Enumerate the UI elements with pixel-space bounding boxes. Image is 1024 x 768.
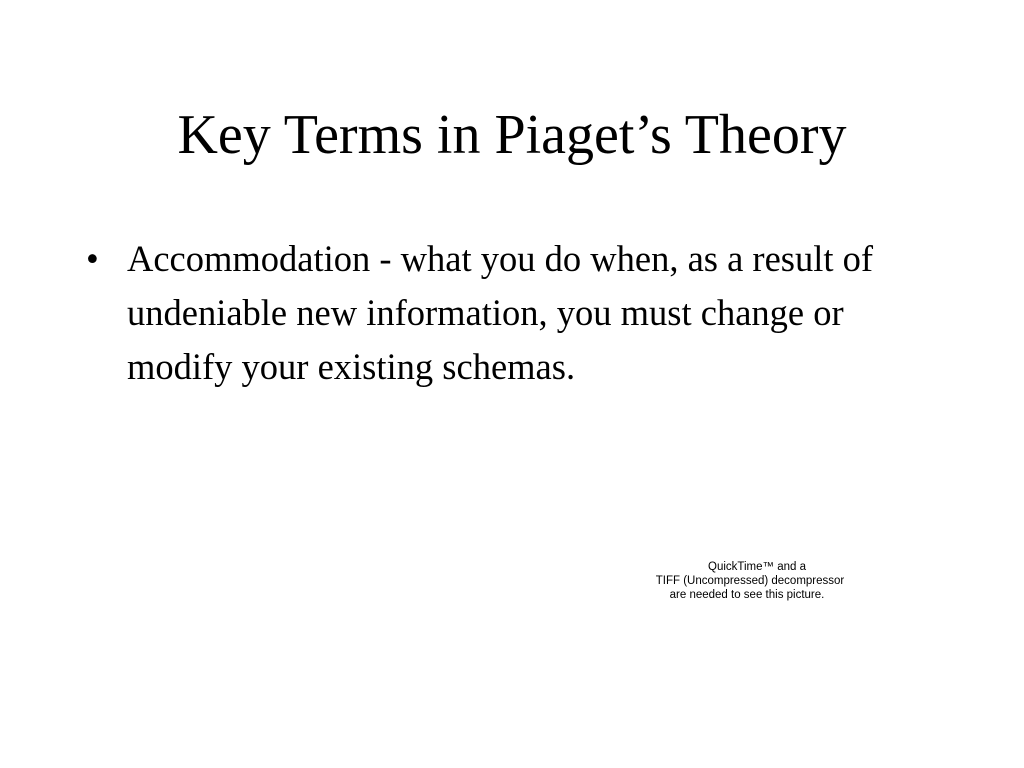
placeholder-line: TIFF (Uncompressed) decompressor [655, 575, 845, 587]
bullet-item [86, 232, 916, 394]
missing-picture-placeholder [600, 560, 900, 602]
bullet-icon: • [86, 238, 99, 279]
placeholder-line: are needed to see this picture. [669, 589, 825, 601]
placeholder-line: QuickTime™ and a [708, 561, 806, 573]
slide-title: Key Terms in Piaget’s Theory [177, 104, 847, 166]
bullet-list [86, 232, 916, 394]
bullet-text: Accommodation - what you do when, as a result of undeniable new information, you must change or modify your existing schemas. [127, 238, 874, 387]
